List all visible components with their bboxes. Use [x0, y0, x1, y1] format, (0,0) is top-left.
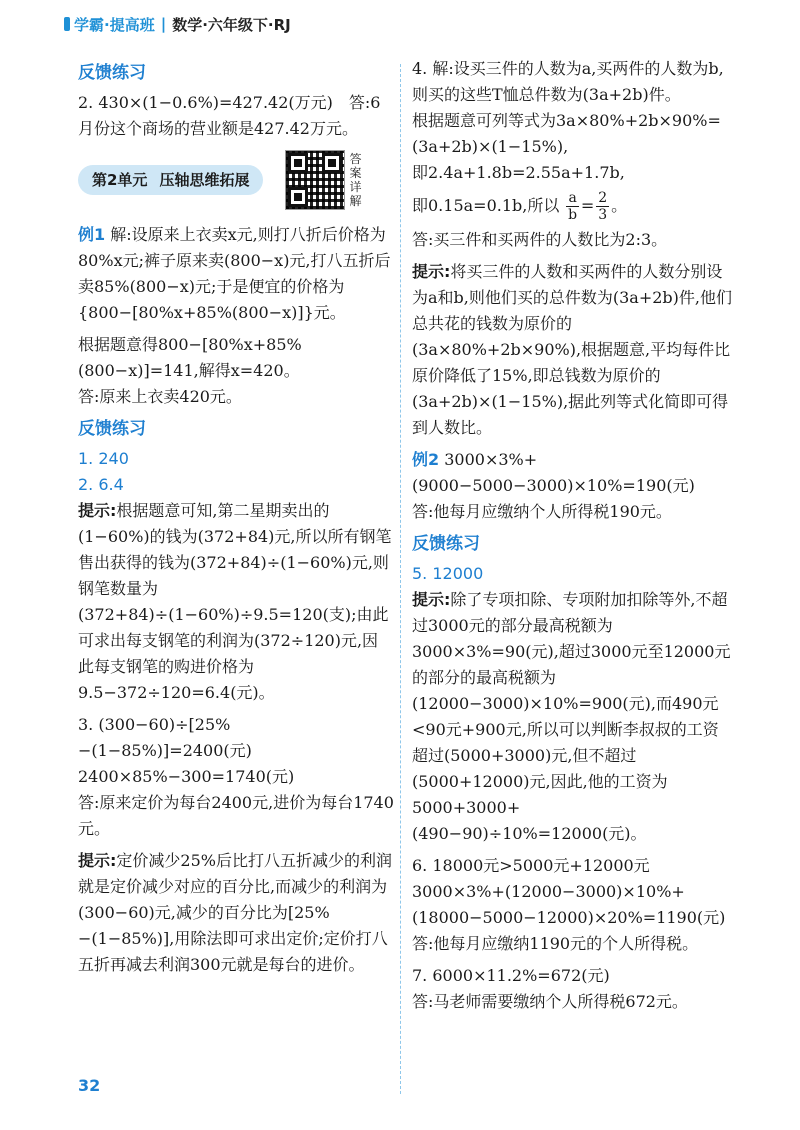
- answer-6-line-1: 6. 18000元>5000元+12000元: [412, 856, 650, 875]
- column-divider: [400, 64, 401, 1094]
- answer-1: 1. 240: [78, 449, 129, 468]
- period: 。: [611, 196, 628, 215]
- header-separator: |: [160, 15, 167, 33]
- feedback-title: 反馈练习: [412, 534, 480, 554]
- hint-2-text: 根据题意可知,第二星期卖出的(1−60%)的钱为(372+84)元,所以所有钢笔售出获得的钱为(372+84)÷(1−60%)元,则钢笔数量为(372+84)÷(1−60%)÷9.5=120(支);由此可求出每支钢笔的利润为(372÷120)元,因此每支钢笔的购进价格为9.5−372÷120=6.4(元)。: [78, 501, 392, 702]
- answer-3-conclusion: 答:原来定价为每台2400元,进价为每台1740元。: [78, 793, 394, 838]
- unit-row: [78, 150, 394, 210]
- feedback-title: 反馈练习: [78, 63, 146, 83]
- book-title: 数学·六年级下·RJ: [172, 15, 291, 34]
- answer-4-ratio: [412, 190, 734, 223]
- example-2-equation: 3000×3%+(9000−5000−3000)×10%=190(元): [412, 450, 695, 495]
- answer-2-value: 2. 6.4: [78, 475, 124, 494]
- example-1-solution: 解:设原来上衣卖x元,则打八折后价格为80%x元;裤子原来卖(800−x)元,打八五折后卖85%(800−x)元;于是便宜的价格为{800−[80%x+85%(800−x)]}元。: [78, 225, 391, 322]
- hint-label: 提示:: [78, 501, 117, 520]
- example-2-label: 例2: [412, 450, 440, 469]
- example-2-answer: 答:他每月应缴纳个人所得税190元。: [412, 502, 672, 521]
- hint-4: [412, 259, 734, 441]
- hint-5-text: 除了专项扣除、专项附加扣除等外,不超过3000元的部分最高税额为3000×3%=90(元),超过3000元至12000元的部分的最高税额为(12000−3000)×10%=900(元),而490元<90元+900元,所以可以判断李叔叔的工资超过(5000+3000)元,但不超过(5000+12000)元,因此,他的工资为5000+3000+(490−90)÷10%=12000(元)。: [412, 590, 731, 843]
- page-header: [64, 12, 291, 36]
- page-number: 32: [78, 1076, 101, 1095]
- example-1-equation: 根据题意得800−[80%x+85%(800−x)]=141,解得x=420。: [78, 335, 302, 380]
- hint-5: [412, 587, 734, 847]
- answer-4-ratio-prefix: 即0.15a=0.1b,所以: [412, 196, 560, 215]
- answer-7-conclusion: 答:马老师需要缴纳个人所得税672元。: [412, 992, 688, 1011]
- answer-4-equation: 根据题意可列等式为3a×80%+2b×90%=(3a+2b)×(1−15%),: [412, 111, 721, 156]
- hint-label: 提示:: [412, 262, 451, 281]
- example-1: [78, 222, 394, 326]
- hint-label: 提示:: [78, 851, 117, 870]
- unit-title: 压轴思维拓展: [159, 171, 250, 189]
- qr-code-icon[interactable]: [285, 150, 345, 210]
- answer-4-conclusion: 答:买三件和买两件的人数比为2:3。: [412, 230, 668, 249]
- right-column: [412, 56, 734, 1015]
- example-1-answer: 答:原来上衣卖420元。: [78, 387, 242, 406]
- example-2: [412, 447, 734, 499]
- hint-2: [78, 498, 394, 706]
- answer-3-line-2: 2400×85%−300=1740(元): [78, 767, 295, 786]
- brand-name: 学霸·提高班: [74, 15, 155, 34]
- example-1-label: 例1: [78, 225, 106, 244]
- answer-6-conclusion: 答:他每月应缴纳1190元的个人所得税。: [412, 934, 699, 953]
- fraction-2-over-3: $\frac{2}{3}$: [598, 190, 608, 223]
- unit-banner: [78, 165, 263, 195]
- equals-sign: =: [580, 196, 595, 215]
- answer-6-line-2: 3000×3%+(12000−3000)×10%+(18000−5000−12000)×20%=1190(元): [412, 882, 726, 927]
- answer-4-simplify: 即2.4a+1.8b=2.55a+1.7b,: [412, 163, 625, 182]
- unit-number: 第2单元: [92, 171, 148, 189]
- answer-5: 5. 12000: [412, 564, 484, 583]
- hint-4-text: 将买三件的人数和买两件的人数分别设为a和b,则他们买的总件数为(3a+2b)件,他们总共花的钱数为原价的(3a×80%+2b×90%),根据题意,平均每件比原价降低了15%,即总钱数为原价的(3a+2b)×(1−15%),据此列等式化简即可得到人数比。: [412, 262, 732, 437]
- qr-caption: 答案详解: [349, 152, 362, 208]
- answer-3-line-1: 3. (300−60)÷[25%−(1−85%)]=2400(元): [78, 715, 252, 760]
- left-column: [78, 56, 394, 978]
- brand-mark-icon: [64, 17, 70, 31]
- answer-2: 2. 430×(1−0.6%)=427.42(万元) 答:6月份这个商场的营业额是427.42万元。: [78, 93, 381, 138]
- answer-4-setup: 4. 解:设买三件的人数为a,买两件的人数为b,则买的这些T恤总件数为(3a+2b)件。: [412, 59, 724, 104]
- feedback-title: 反馈练习: [78, 419, 146, 439]
- fraction-a-over-b: $\frac{a}{b}$: [568, 190, 578, 223]
- answer-7-line-1: 7. 6000×11.2%=672(元): [412, 966, 610, 985]
- hint-label: 提示:: [412, 590, 451, 609]
- hint-3-text: 定价减少25%后比打八五折减少的利润就是定价减少对应的百分比,而减少的利润为(300−60)元,减少的百分比为[25%−(1−85%)],用除法即可求出定价;定价打八五折再减去利润300元就是每台的进价。: [78, 851, 392, 974]
- hint-3: [78, 848, 394, 978]
